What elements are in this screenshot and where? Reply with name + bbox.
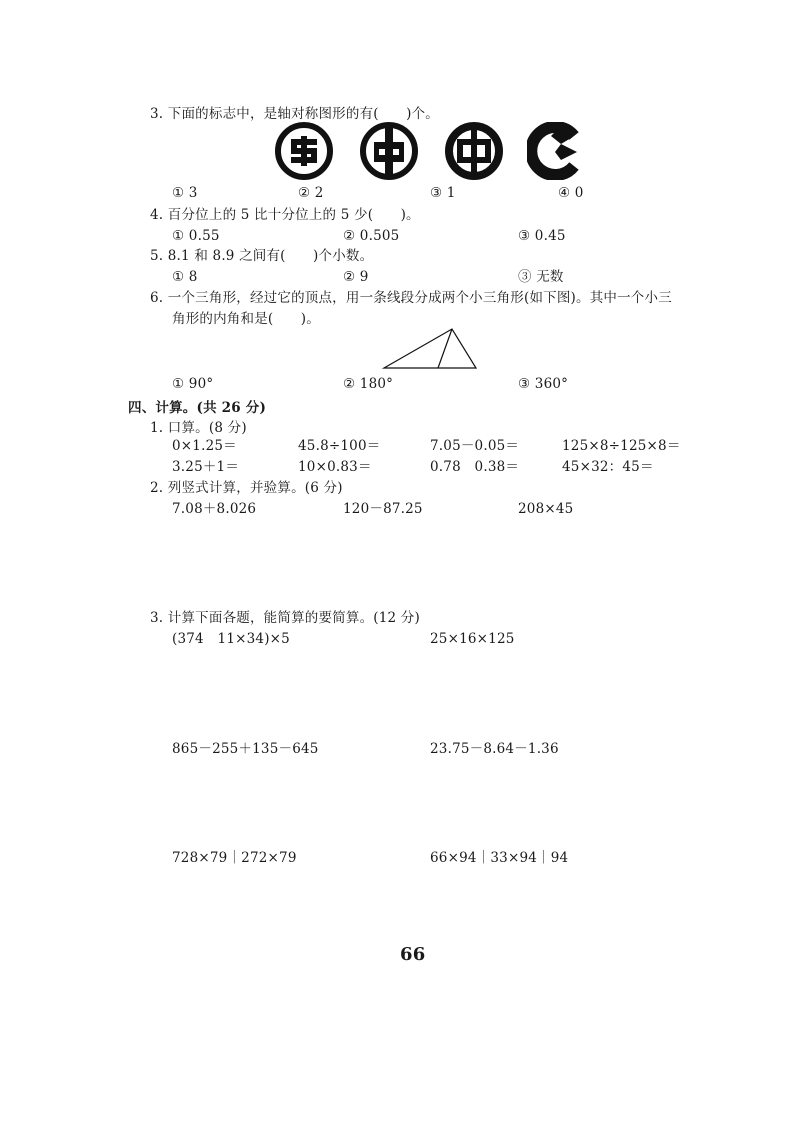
- question-6-line-2: 角形的内角和是( )。: [172, 311, 320, 327]
- oral-calc-1: 0×1.25＝: [172, 438, 237, 454]
- q3-option-1: ① 3: [172, 185, 198, 201]
- q3-option-3: ③ 1: [430, 185, 456, 201]
- q5-option-3: ③ 无数: [518, 269, 564, 285]
- q5-option-1: ① 8: [172, 269, 198, 285]
- q3-option-4: ④ 0: [558, 185, 584, 201]
- question-3-text: 3. 下面的标志中，是轴对称图形的有( )个。: [150, 106, 440, 122]
- simplify-calc-6: 66×94｜33×94｜94: [430, 850, 569, 866]
- q6-option-2: ② 180°: [343, 376, 394, 392]
- q6-option-1: ① 90°: [172, 376, 214, 392]
- bank-logo-1-icon: [273, 122, 335, 180]
- section-4-heading: 四、计算。(共 26 分): [128, 400, 267, 416]
- part-2-title: 2. 列竖式计算，并验算。(6 分): [150, 480, 343, 496]
- q3-option-2: ② 2: [298, 185, 324, 201]
- q4-option-1: ① 0.55: [172, 228, 220, 244]
- bank-logo-4-icon: [527, 122, 589, 180]
- question-5-text: 5. 8.1 和 8.9 之间有( )个小数。: [150, 248, 374, 264]
- question-4-text: 4. 百分位上的 5 比十分位上的 5 少( )。: [150, 207, 420, 223]
- triangle-diagram: [378, 325, 482, 373]
- simplify-calc-1: (374 11×34)×5: [172, 631, 290, 647]
- question-6-line-1: 6. 一个三角形，经过它的顶点，用一条线段分成两个小三角形(如下图)。其中一个小三: [150, 290, 672, 306]
- q6-option-3: ③ 360°: [518, 376, 569, 392]
- q5-option-2: ② 9: [343, 269, 369, 285]
- simplify-calc-3: 865－255＋135－645: [172, 741, 319, 757]
- oral-calc-6: 10×0.83＝: [298, 459, 372, 475]
- bank-logo-2-icon: [358, 122, 420, 180]
- part-3-title: 3. 计算下面各题，能简算的要简算。(12 分): [150, 610, 420, 626]
- q4-option-2: ② 0.505: [343, 228, 400, 244]
- simplify-calc-2: 25×16×125: [430, 631, 515, 647]
- vertical-calc-2: 120－87.25: [343, 501, 423, 517]
- oral-calc-2: 45.8÷100＝: [298, 438, 381, 454]
- page-number: 66: [400, 944, 426, 965]
- oral-calc-8: 45×32：45＝: [562, 459, 654, 475]
- oral-calc-7: 0.78 0.38＝: [430, 459, 520, 475]
- vertical-calc-1: 7.08＋8.026: [172, 501, 257, 517]
- bank-logo-3-icon: [443, 122, 505, 180]
- oral-calc-3: 7.05－0.05＝: [430, 438, 520, 454]
- oral-calc-5: 3.25＋1＝: [172, 459, 240, 475]
- vertical-calc-3: 208×45: [518, 501, 574, 517]
- simplify-calc-4: 23.75－8.64－1.36: [430, 741, 559, 757]
- oral-calc-4: 125×8÷125×8＝: [562, 438, 681, 454]
- simplify-calc-5: 728×79｜272×79: [172, 850, 297, 866]
- part-1-title: 1. 口算。(8 分): [150, 420, 247, 436]
- q4-option-3: ③ 0.45: [518, 228, 566, 244]
